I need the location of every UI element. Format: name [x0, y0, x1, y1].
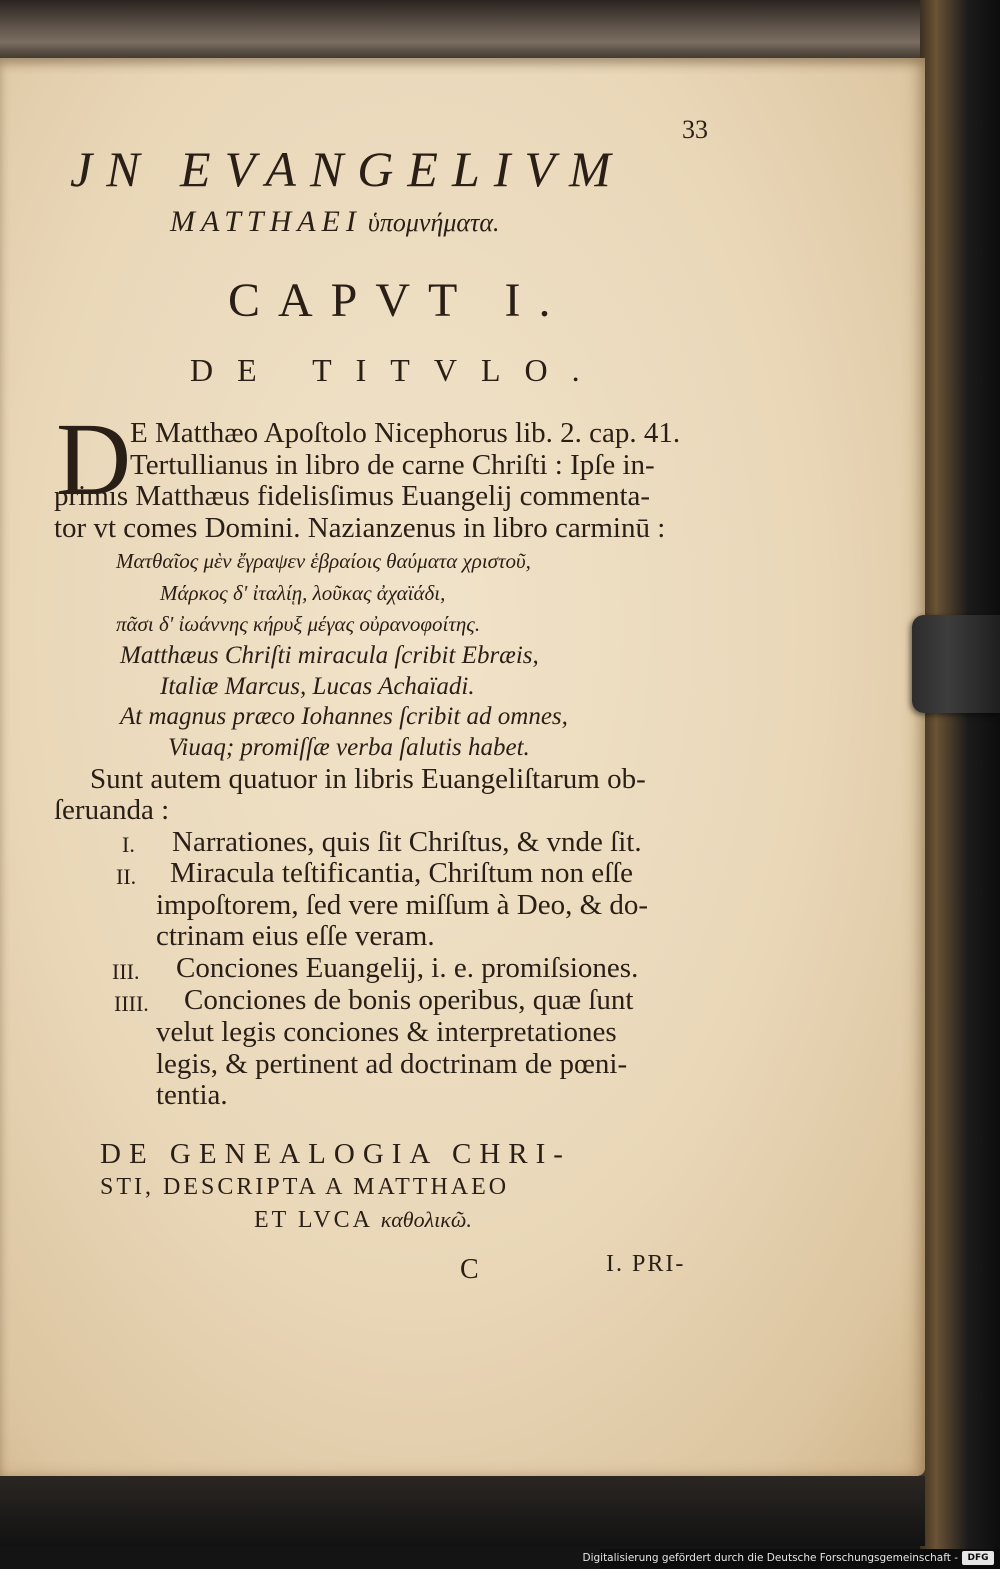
section-heading: DE GENEALOGIA CHRI-	[100, 1138, 571, 1170]
list-item-line: velut legis conciones & interpretationes	[156, 1016, 617, 1048]
body-line: E Matthæo Apoſtolo Nicephorus lib. 2. cap. 41.	[130, 417, 681, 449]
body-line: Tertullianus in libro de carne Chriſti : Ipſe in-	[130, 449, 655, 481]
list-item-line: Conciones de bonis operibus, quæ ſunt	[184, 984, 634, 1016]
body-line: primis Matthæus fidelisſimus Euangelij commenta-	[54, 480, 651, 512]
subtitle-latin: MATTHAEI	[170, 205, 362, 238]
list-item-line: impoſtorem, ſed vere miſſum à Deo, & do-	[156, 889, 649, 921]
latin-verse: Viuaq; promiſſæ verba ſalutis habet.	[168, 734, 530, 761]
dfg-logo-icon: DFG	[962, 1551, 994, 1565]
body-line: tor vt comes Domini. Nazianzenus in libro carminū :	[54, 512, 666, 544]
section-heading	[254, 1208, 472, 1232]
latin-verse: Matthæus Chriſti miracula ſcribit Ebræis,	[120, 642, 539, 669]
book-top-edge	[0, 0, 930, 60]
list-number: III.	[112, 959, 140, 984]
body-line: Sunt autem quatuor in libris Euangeliſtarum ob-	[90, 763, 646, 795]
list-item-line: Miracula teſtificantia, Chriſtum non eſſe	[170, 857, 634, 889]
subtitle-greek: ὑπομνήματα.	[367, 208, 500, 237]
list-item-line: legis, & pertinent ad doctrinam de pœni-	[156, 1048, 628, 1080]
book-right-edge	[920, 0, 1000, 1569]
list-item-line: Conciones Euangelij, i. e. promiſsiones.	[176, 952, 639, 984]
page-title: JN EVANGELIVM	[70, 141, 625, 197]
page-number: 33	[682, 115, 708, 144]
book-clasp	[912, 615, 1000, 713]
list-item-line: ctrinam eius eſſe veram.	[156, 920, 435, 952]
signature-mark: C	[460, 1254, 479, 1285]
list-number: IIII.	[114, 991, 149, 1016]
list-number: I.	[122, 832, 135, 857]
page-bottom-shadow	[0, 1476, 925, 1546]
list-number: II.	[116, 864, 137, 889]
latin-verse: Italiæ Marcus, Lucas Achaïadi.	[160, 673, 475, 700]
latin-verse: At magnus præco Iohannes ſcribit ad omnes,	[120, 703, 568, 730]
chapter-heading: CAPVT I.	[228, 274, 569, 327]
section-title: DE TITVLO.	[190, 352, 604, 388]
page-subtitle	[170, 205, 500, 239]
heading-latin: ET LVCA	[254, 1207, 372, 1233]
greek-verse: Ματθαῖος μὲν ἔγραψεν ἑβραίοις θαύματα χριστοῦ,	[116, 549, 531, 573]
greek-verse: πᾶσι δ' ἰωάννης κήρυξ μέγας οὐρανοφοίτης.	[116, 612, 481, 636]
heading-greek: καθολικῶ.	[380, 1207, 472, 1232]
catchword: I. PRI-	[606, 1251, 686, 1277]
greek-verse: Μάρκος δ' ἰταλίῃ, λοῦκας ἀχαϊάδι,	[160, 581, 446, 605]
section-heading: STI, DESCRIPTA A MATTHAEO	[100, 1174, 510, 1200]
list-item-line: tentia.	[156, 1079, 228, 1111]
list-item-line: Narrationes, quis ſit Chriſtus, & vnde ſit.	[172, 826, 642, 858]
body-line: ſeruanda :	[54, 794, 170, 826]
footer-credit: Digitalisierung gefördert durch die Deutsche Forschungsgemeinschaft -	[582, 1552, 958, 1564]
drop-cap: D	[56, 402, 132, 517]
